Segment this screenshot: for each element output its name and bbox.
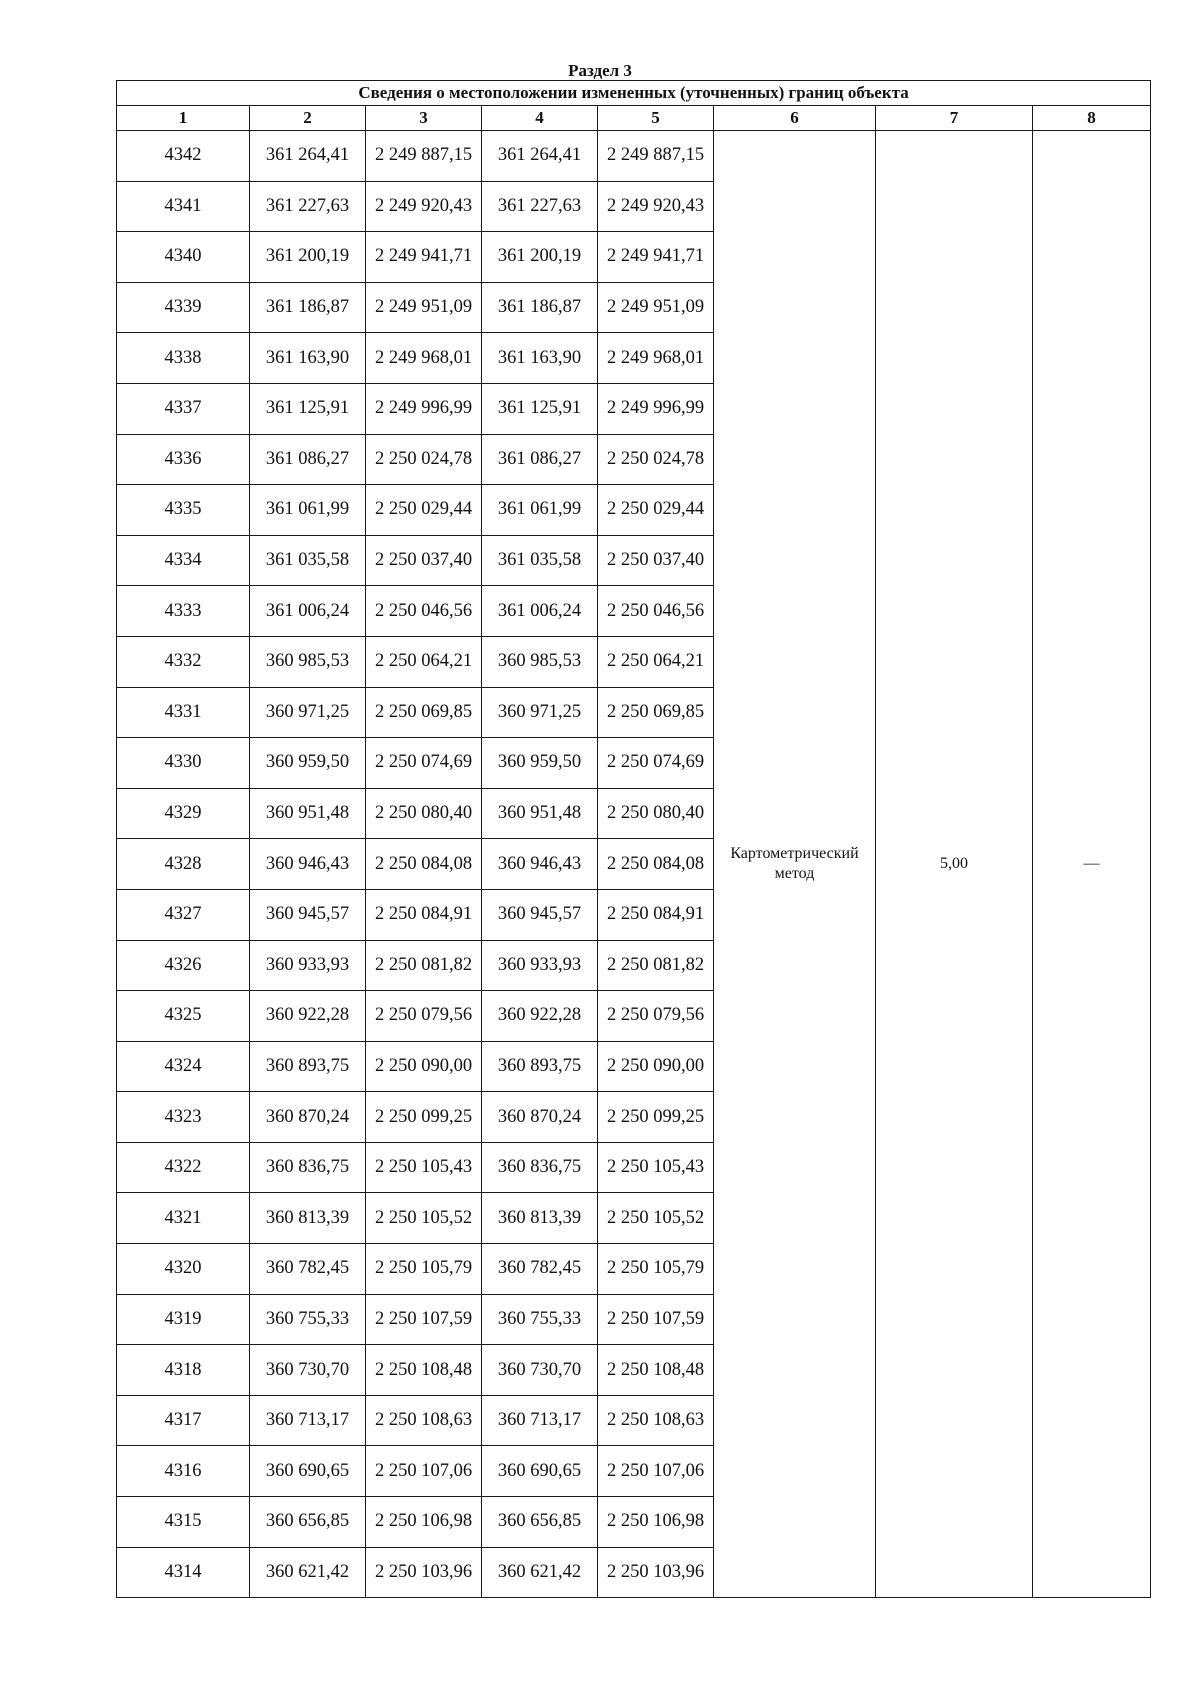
point-number: 4321: [117, 1193, 250, 1244]
x-coordinate-existing: 361 006,24: [250, 586, 366, 637]
x-coordinate-refined: 360 730,70: [482, 1345, 598, 1396]
x-coordinate-existing: 360 656,85: [250, 1497, 366, 1548]
x-coordinate-refined: 360 836,75: [482, 1142, 598, 1193]
column-number: 5: [598, 106, 714, 131]
y-coordinate-refined: 2 250 108,48: [598, 1345, 714, 1396]
y-coordinate-existing: 2 250 037,40: [366, 535, 482, 586]
x-coordinate-refined: 360 813,39: [482, 1193, 598, 1244]
x-coordinate-refined: 360 621,42: [482, 1547, 598, 1598]
x-coordinate-existing: 360 813,39: [250, 1193, 366, 1244]
y-coordinate-refined: 2 250 108,63: [598, 1395, 714, 1446]
point-number: 4318: [117, 1345, 250, 1396]
point-number: 4317: [117, 1395, 250, 1446]
y-coordinate-existing: 2 250 103,96: [366, 1547, 482, 1598]
column-number: 1: [117, 106, 250, 131]
column-number: 7: [876, 106, 1033, 131]
x-coordinate-existing: 360 621,42: [250, 1547, 366, 1598]
x-coordinate-refined: 360 922,28: [482, 991, 598, 1042]
point-number: 4337: [117, 383, 250, 434]
y-coordinate-existing: 2 250 069,85: [366, 687, 482, 738]
point-number: 4320: [117, 1244, 250, 1295]
point-number: 4327: [117, 889, 250, 940]
x-coordinate-existing: 360 730,70: [250, 1345, 366, 1396]
y-coordinate-refined: 2 250 037,40: [598, 535, 714, 586]
x-coordinate-refined: 360 933,93: [482, 940, 598, 991]
x-coordinate-existing: 360 755,33: [250, 1294, 366, 1345]
x-coordinate-refined: 361 086,27: [482, 434, 598, 485]
y-coordinate-existing: 2 250 107,06: [366, 1446, 482, 1497]
note-cell: —: [1033, 131, 1151, 1598]
x-coordinate-existing: 361 200,19: [250, 232, 366, 283]
y-coordinate-existing: 2 250 029,44: [366, 485, 482, 536]
x-coordinate-existing: 360 782,45: [250, 1244, 366, 1295]
method-text: Картометрический метод: [730, 845, 859, 883]
point-number: 4323: [117, 1092, 250, 1143]
x-coordinate-existing: 360 946,43: [250, 839, 366, 890]
boundary-coordinates-table: [116, 80, 1151, 1598]
y-coordinate-existing: 2 249 996,99: [366, 383, 482, 434]
x-coordinate-refined: 360 656,85: [482, 1497, 598, 1548]
x-coordinate-refined: 360 951,48: [482, 788, 598, 839]
y-coordinate-refined: 2 250 106,98: [598, 1497, 714, 1548]
point-number: 4322: [117, 1142, 250, 1193]
y-coordinate-existing: 2 249 968,01: [366, 333, 482, 384]
x-coordinate-refined: 360 713,17: [482, 1395, 598, 1446]
point-number: 4339: [117, 282, 250, 333]
y-coordinate-refined: 2 250 090,00: [598, 1041, 714, 1092]
x-coordinate-refined: 360 959,50: [482, 738, 598, 789]
x-coordinate-existing: 360 951,48: [250, 788, 366, 839]
y-coordinate-existing: 2 250 064,21: [366, 636, 482, 687]
y-coordinate-existing: 2 250 079,56: [366, 991, 482, 1042]
x-coordinate-refined: 361 227,63: [482, 181, 598, 232]
y-coordinate-refined: 2 249 941,71: [598, 232, 714, 283]
column-number: 3: [366, 106, 482, 131]
x-coordinate-refined: 361 125,91: [482, 383, 598, 434]
y-coordinate-existing: 2 250 107,59: [366, 1294, 482, 1345]
table-caption: Сведения о местоположении измененных (уточненных) границ объекта: [117, 81, 1151, 106]
column-number: 2: [250, 106, 366, 131]
y-coordinate-refined: 2 250 081,82: [598, 940, 714, 991]
x-coordinate-refined: 361 035,58: [482, 535, 598, 586]
point-number: 4340: [117, 232, 250, 283]
point-number: 4326: [117, 940, 250, 991]
column-number: 4: [482, 106, 598, 131]
point-number: 4314: [117, 1547, 250, 1598]
y-coordinate-existing: 2 249 951,09: [366, 282, 482, 333]
y-coordinate-existing: 2 250 105,43: [366, 1142, 482, 1193]
y-coordinate-refined: 2 250 105,43: [598, 1142, 714, 1193]
y-coordinate-refined: 2 250 080,40: [598, 788, 714, 839]
y-coordinate-refined: 2 250 079,56: [598, 991, 714, 1042]
y-coordinate-existing: 2 249 920,43: [366, 181, 482, 232]
method-cell: [714, 131, 876, 1598]
x-coordinate-existing: 360 713,17: [250, 1395, 366, 1446]
section-title: Раздел 3: [568, 61, 632, 80]
point-number: 4331: [117, 687, 250, 738]
point-number: 4338: [117, 333, 250, 384]
y-coordinate-existing: 2 250 105,79: [366, 1244, 482, 1295]
y-coordinate-existing: 2 249 941,71: [366, 232, 482, 283]
point-number: 4325: [117, 991, 250, 1042]
x-coordinate-refined: 360 755,33: [482, 1294, 598, 1345]
y-coordinate-refined: 2 250 103,96: [598, 1547, 714, 1598]
y-coordinate-refined: 2 250 074,69: [598, 738, 714, 789]
y-coordinate-existing: 2 250 084,08: [366, 839, 482, 890]
x-coordinate-existing: 360 870,24: [250, 1092, 366, 1143]
y-coordinate-refined: 2 249 968,01: [598, 333, 714, 384]
y-coordinate-refined: 2 250 084,08: [598, 839, 714, 890]
point-number: 4315: [117, 1497, 250, 1548]
point-number: 4329: [117, 788, 250, 839]
y-coordinate-refined: 2 250 084,91: [598, 889, 714, 940]
y-coordinate-refined: 2 250 029,44: [598, 485, 714, 536]
y-coordinate-existing: 2 249 887,15: [366, 131, 482, 182]
x-coordinate-refined: 360 690,65: [482, 1446, 598, 1497]
x-coordinate-existing: 361 186,87: [250, 282, 366, 333]
x-coordinate-existing: 360 945,57: [250, 889, 366, 940]
y-coordinate-existing: 2 250 099,25: [366, 1092, 482, 1143]
point-number: 4328: [117, 839, 250, 890]
x-coordinate-existing: 360 922,28: [250, 991, 366, 1042]
x-coordinate-existing: 361 163,90: [250, 333, 366, 384]
y-coordinate-refined: 2 250 107,06: [598, 1446, 714, 1497]
y-coordinate-refined: 2 250 024,78: [598, 434, 714, 485]
y-coordinate-existing: 2 250 046,56: [366, 586, 482, 637]
y-coordinate-refined: 2 250 107,59: [598, 1294, 714, 1345]
y-coordinate-existing: 2 250 080,40: [366, 788, 482, 839]
point-number: 4332: [117, 636, 250, 687]
y-coordinate-existing: 2 250 108,48: [366, 1345, 482, 1396]
y-coordinate-existing: 2 250 084,91: [366, 889, 482, 940]
table-row: [117, 131, 1151, 182]
y-coordinate-existing: 2 250 081,82: [366, 940, 482, 991]
y-coordinate-existing: 2 250 090,00: [366, 1041, 482, 1092]
x-coordinate-existing: 360 893,75: [250, 1041, 366, 1092]
x-coordinate-refined: 360 971,25: [482, 687, 598, 738]
y-coordinate-refined: 2 250 069,85: [598, 687, 714, 738]
y-coordinate-refined: 2 250 046,56: [598, 586, 714, 637]
column-number: 6: [714, 106, 876, 131]
y-coordinate-refined: 2 250 064,21: [598, 636, 714, 687]
point-number: 4316: [117, 1446, 250, 1497]
x-coordinate-existing: 361 227,63: [250, 181, 366, 232]
point-number: 4330: [117, 738, 250, 789]
point-number: 4341: [117, 181, 250, 232]
point-number: 4333: [117, 586, 250, 637]
y-coordinate-refined: 2 250 099,25: [598, 1092, 714, 1143]
point-number: 4335: [117, 485, 250, 536]
x-coordinate-refined: 361 200,19: [482, 232, 598, 283]
y-coordinate-refined: 2 249 887,15: [598, 131, 714, 182]
x-coordinate-existing: 360 985,53: [250, 636, 366, 687]
x-coordinate-existing: 360 971,25: [250, 687, 366, 738]
x-coordinate-refined: 361 061,99: [482, 485, 598, 536]
x-coordinate-existing: 360 836,75: [250, 1142, 366, 1193]
x-coordinate-refined: 361 186,87: [482, 282, 598, 333]
point-number: 4336: [117, 434, 250, 485]
y-coordinate-existing: 2 250 074,69: [366, 738, 482, 789]
y-coordinate-refined: 2 249 951,09: [598, 282, 714, 333]
y-coordinate-refined: 2 249 920,43: [598, 181, 714, 232]
x-coordinate-refined: 360 782,45: [482, 1244, 598, 1295]
x-coordinate-existing: 361 264,41: [250, 131, 366, 182]
x-coordinate-refined: 361 264,41: [482, 131, 598, 182]
y-coordinate-existing: 2 250 024,78: [366, 434, 482, 485]
y-coordinate-refined: 2 249 996,99: [598, 383, 714, 434]
x-coordinate-existing: 360 959,50: [250, 738, 366, 789]
x-coordinate-refined: 360 945,57: [482, 889, 598, 940]
point-number: 4334: [117, 535, 250, 586]
accuracy-cell: 5,00: [876, 131, 1033, 1598]
x-coordinate-refined: 360 870,24: [482, 1092, 598, 1143]
y-coordinate-existing: 2 250 106,98: [366, 1497, 482, 1548]
column-number-row: [117, 106, 1151, 131]
y-coordinate-refined: 2 250 105,79: [598, 1244, 714, 1295]
y-coordinate-existing: 2 250 108,63: [366, 1395, 482, 1446]
x-coordinate-refined: 361 163,90: [482, 333, 598, 384]
x-coordinate-refined: 361 006,24: [482, 586, 598, 637]
point-number: 4319: [117, 1294, 250, 1345]
x-coordinate-existing: 361 035,58: [250, 535, 366, 586]
y-coordinate-existing: 2 250 105,52: [366, 1193, 482, 1244]
x-coordinate-refined: 360 946,43: [482, 839, 598, 890]
x-coordinate-existing: 360 690,65: [250, 1446, 366, 1497]
x-coordinate-existing: 361 086,27: [250, 434, 366, 485]
point-number: 4342: [117, 131, 250, 182]
point-number: 4324: [117, 1041, 250, 1092]
x-coordinate-existing: 361 061,99: [250, 485, 366, 536]
x-coordinate-existing: 361 125,91: [250, 383, 366, 434]
column-number: 8: [1033, 106, 1151, 131]
x-coordinate-refined: 360 985,53: [482, 636, 598, 687]
y-coordinate-refined: 2 250 105,52: [598, 1193, 714, 1244]
x-coordinate-refined: 360 893,75: [482, 1041, 598, 1092]
x-coordinate-existing: 360 933,93: [250, 940, 366, 991]
